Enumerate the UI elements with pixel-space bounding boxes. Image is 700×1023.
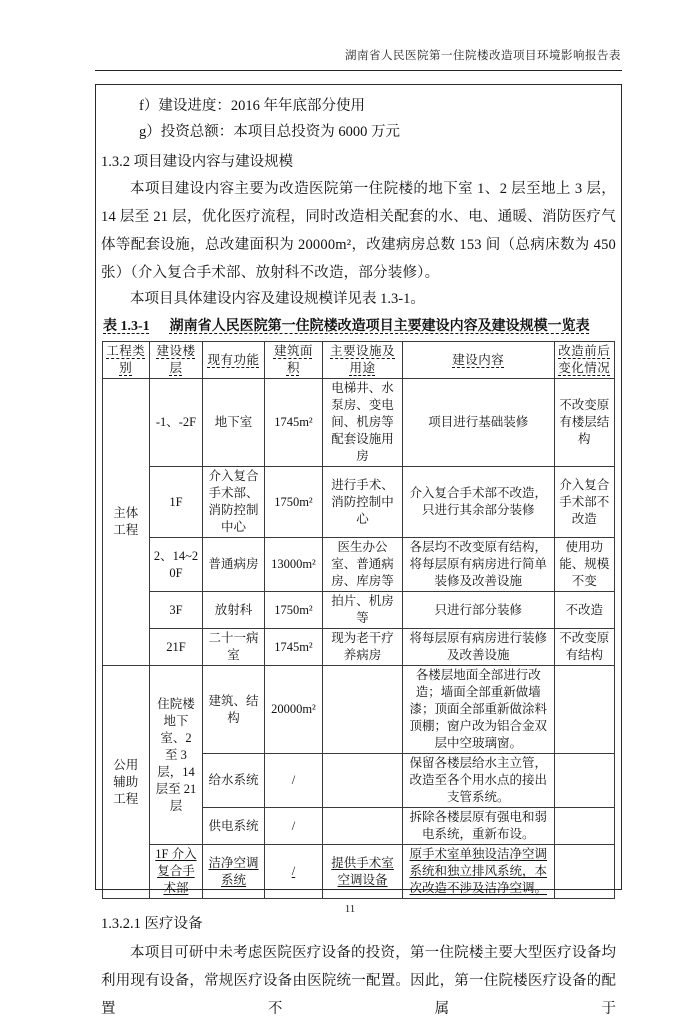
cell-content: 保留各楼层给水主立管，改造至各个用水点的接出支管系统。 (402, 754, 554, 808)
cell-function: 二十一病室 (203, 629, 264, 666)
cell-content: 各层均不改变原有结构，将每层原有病房进行简单装修及改善设施 (402, 538, 554, 592)
cell-area: / (264, 808, 322, 845)
table-header-row (103, 342, 615, 379)
column-header-construction-content: 建设内容 (402, 342, 554, 379)
cell-function: 洁净空调系统 (203, 845, 264, 899)
cell-facility (323, 754, 403, 808)
cell-change: 不改变原有楼层结构 (554, 379, 614, 467)
construction-overview-table (102, 341, 615, 899)
table-row (103, 467, 615, 538)
cell-function: 供电系统 (203, 808, 264, 845)
cell-change (554, 808, 614, 845)
paragraph-medical-equipment: 本项目可研中未考虑医院医疗设备的投资，第一住院楼主要大型医疗设备均利用现有设备，常规医疗设备由医院统一配置。因此，第一住院楼医疗设备的配置不属于 (101, 945, 616, 1017)
cell-floor-merged: 住院楼地下室、2 至 3 层，14 层至 21 层 (149, 666, 203, 845)
table-caption-title: 湖南省人民医院第一住院楼改造项目主要建设内容及建设规模一览表 (169, 319, 590, 334)
group-cell-auxiliary-project: 公用辅助工程 (103, 666, 150, 899)
cell-content: 拆除各楼层原有强电和弱电系统，重新布设。 (402, 808, 554, 845)
cell-floor: 21F (149, 629, 203, 666)
column-header-building-area: 建筑面积 (264, 342, 322, 379)
cell-function: 介入复合手术部、消防控制中心 (203, 467, 264, 538)
item-total-investment: g）投资总额：本项目总投资为 6000 万元 (139, 124, 400, 140)
cell-area: 1750m² (264, 467, 322, 538)
cell-area: 1745m² (264, 629, 322, 666)
cell-facility: 拍片、机房等 (323, 592, 403, 629)
cell-change: 不改造 (554, 592, 614, 629)
cell-content: 只进行部分装修 (402, 592, 554, 629)
column-header-project-category: 工程类别 (103, 342, 150, 379)
cell-facility: 提供手术室空调设备 (323, 845, 403, 899)
column-header-change-status: 改造前后变化情况 (554, 342, 614, 379)
cell-floor: 2、14~20F (149, 538, 203, 592)
page-header-rule (95, 70, 622, 71)
cell-content: 原手术室单独设洁净空调系统和独立排风系统，本次改造不涉及洁净空调。 (402, 845, 554, 899)
page-header-title: 湖南省人民医院第一住院楼改造项目环境影响报告表 (345, 50, 621, 62)
table-caption (103, 316, 616, 338)
table-row (103, 629, 615, 666)
cell-floor: 3F (149, 592, 203, 629)
table-row (103, 538, 615, 592)
cell-area: / (264, 754, 322, 808)
cell-change: 介入复合手术部不改造 (554, 467, 614, 538)
column-header-current-function: 现有功能 (203, 342, 264, 379)
page-number: 11 (344, 903, 356, 915)
cell-floor: 1F (149, 467, 203, 538)
cell-facility (323, 808, 403, 845)
cell-function: 普通病房 (203, 538, 264, 592)
cell-facility: 电梯井、水泵房、变电间、机房等配套设施用房 (323, 379, 403, 467)
column-header-floor: 建设楼层 (149, 342, 203, 379)
group-cell-main-project: 主体工程 (103, 379, 150, 666)
table-row (103, 845, 615, 899)
section-heading-132: 1.3.2 项目建设内容与建设规模 (101, 154, 294, 170)
item-construction-progress: f）建设进度：2016 年年底部分使用 (139, 98, 365, 114)
cell-content: 项目进行基础装修 (402, 379, 554, 467)
cell-area: / (264, 845, 322, 899)
cell-facility: 进行手术、消防控制中心 (323, 467, 403, 538)
cell-change (554, 666, 614, 754)
paragraph-project-content: 本项目建设内容主要为改造医院第一住院楼的地下室 1、2 层至地上 3 层，14 层至 21 层，优化医疗流程，同时改造相关配套的水、电、通暖、消防医疗气体等配套设施，总改建面积为 20000m²，改建病房总数 153 间（总病床数为 450 张）（介入复合手术部、放射科不改造，部分装修）。 (101, 181, 616, 281)
cell-area: 13000m² (264, 538, 322, 592)
table-row (103, 592, 615, 629)
cell-function: 地下室 (203, 379, 264, 467)
cell-change (554, 845, 614, 899)
cell-content: 介入复合手术部不改造，只进行其余部分装修 (402, 467, 554, 538)
table-row (103, 666, 615, 754)
cell-function: 给水系统 (203, 754, 264, 808)
cell-area: 20000m² (264, 666, 322, 754)
cell-change: 不改变原有结构 (554, 629, 614, 666)
cell-facility: 医生办公室、普通病房、库房等 (323, 538, 403, 592)
table-row (103, 379, 615, 467)
cell-function: 建筑、结构 (203, 666, 264, 754)
column-header-main-facilities: 主要设施及用途 (323, 342, 403, 379)
cell-floor: -1、-2F (149, 379, 203, 467)
cell-facility: 现为老干疗养病房 (323, 629, 403, 666)
cell-floor: 1F 介入复合手术部 (149, 845, 203, 899)
cell-change: 使用功能、规模不变 (554, 538, 614, 592)
cell-function: 放射科 (203, 592, 264, 629)
cell-change (554, 754, 614, 808)
cell-content: 各楼层地面全部进行改造；墙面全部重新做墙漆；顶面全部重新做涂料顶棚；窗户改为铝合金双层中空玻璃窗。 (402, 666, 554, 754)
cell-area: 1745m² (264, 379, 322, 467)
cell-content: 将每层原有病房进行装修及改善设施 (402, 629, 554, 666)
cell-area: 1750m² (264, 592, 322, 629)
section-heading-1321: 1.3.2.1 医疗设备 (101, 916, 203, 932)
table-caption-label: 表 1.3-1 (103, 319, 150, 334)
paragraph-table-reference: 本项目具体建设内容及建设规模详见表 1.3-1。 (130, 291, 425, 307)
cell-facility (323, 666, 403, 754)
